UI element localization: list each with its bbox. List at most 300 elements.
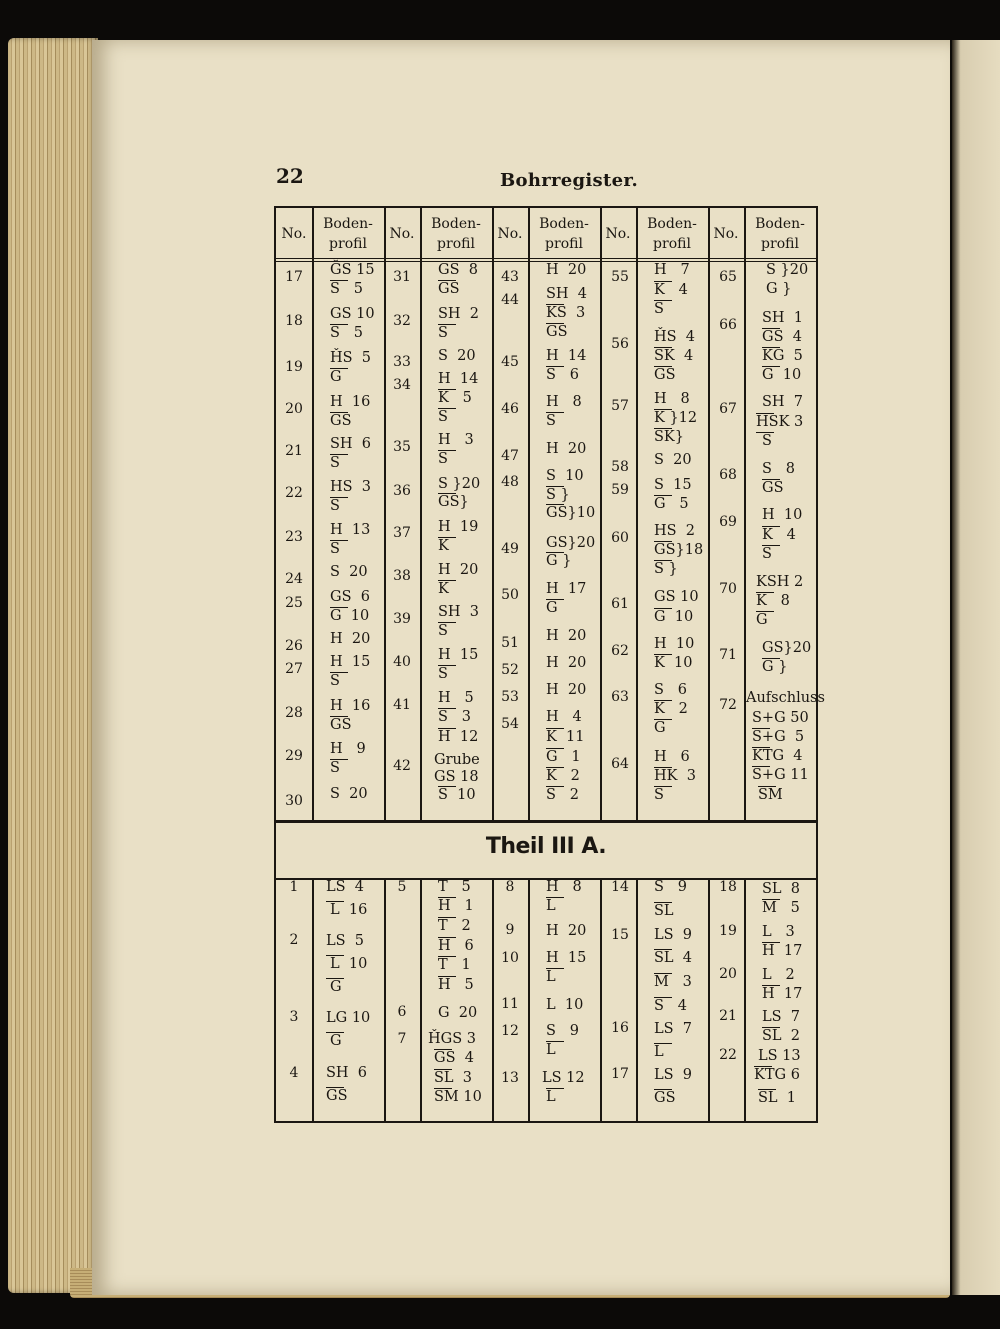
header-no: No. [605,226,631,242]
borehole-number: 70 [719,581,737,597]
layer-separator [654,300,672,301]
running-head: Bohrregister. [500,170,639,191]
borehole-number: 67 [719,401,737,417]
soil-profile-entry: S+G 50 [752,710,809,726]
borehole-number: 35 [393,439,411,455]
soil-profile-entry: L [654,1044,664,1060]
header-no: No. [281,226,307,242]
layer-separator [654,700,672,701]
layer-separator [546,968,564,969]
layer-separator [326,955,344,956]
soil-profile-entry: H 7 [654,262,690,278]
layer-separator [326,1087,344,1088]
soil-profile-entry: H 14 [438,371,479,387]
borehole-number: 17 [285,269,303,285]
layer-separator [654,409,672,410]
soil-profile-entry: G 1 [546,749,581,765]
borehole-number: 7 [397,1031,407,1047]
layer-separator [654,786,672,787]
layer-separator [326,978,344,979]
borehole-number: 14 [611,879,629,895]
soil-profile-entry: K 5 [438,390,472,406]
borehole-number: 59 [611,482,629,498]
soil-profile-entry: S 20 [330,564,368,580]
facing-page-edge [952,40,1000,1295]
borehole-number: 32 [393,313,411,329]
soil-profile-entry: S [546,413,556,429]
layer-separator [546,486,564,487]
soil-profile-entry: G 10 [654,609,694,625]
borehole-number: 69 [719,514,737,530]
layer-separator [546,1041,564,1042]
soil-profile-entry: LS 13 [758,1048,801,1064]
soil-profile-entry: H 10 [654,636,695,652]
borehole-number: 47 [501,448,519,464]
soil-profile-entry: H 20 [330,631,371,647]
borehole-number: 16 [611,1020,629,1036]
layer-separator [762,942,780,943]
layer-separator [438,537,456,538]
borehole-number: 61 [611,596,629,612]
soil-profile-entry: GS [330,717,352,733]
layer-separator [654,1089,672,1090]
layer-separator [752,747,770,748]
soil-profile-entry: LS 5 [326,933,365,949]
soil-profile-entry: H 19 [438,519,479,535]
soil-profile-entry: GS [330,413,352,429]
soil-profile-entry: LS 7 [762,1009,801,1025]
borehole-number: 55 [611,269,629,285]
layer-separator [438,389,456,390]
layer-separator [756,413,774,414]
layer-separator [758,1089,776,1090]
soil-profile-entry: SH 4 [546,286,588,302]
soil-profile-entry: GS 10 [330,306,375,322]
soil-profile-entry: LS 12 [542,1070,585,1086]
layer-separator [654,541,672,542]
soil-profile-entry: S [438,325,448,341]
soil-profile-entry: H 20 [546,628,587,644]
soil-profile-entry: G [756,612,768,628]
layer-separator [758,786,776,787]
borehole-number: 3 [289,1009,299,1025]
soil-profile-entry: G [330,1033,342,1049]
layer-separator [330,324,348,325]
borehole-number: 58 [611,459,629,475]
borehole-number: 39 [393,611,411,627]
soil-profile-entry: G } [762,659,788,675]
borehole-number: 51 [501,635,519,651]
layer-separator [654,608,672,609]
borehole-number: 52 [501,662,519,678]
soil-profile-entry: GS}18 [654,542,704,558]
soil-profile-entry: H 4 [546,709,582,725]
soil-profile-entry: S [438,623,448,639]
soil-profile-entry: T 5 [438,879,471,895]
soil-profile-entry: S [654,787,664,803]
soil-profile-entry: S+G 11 [752,767,809,783]
soil-profile-entry: H 13 [330,522,371,538]
book-page-edges [8,38,98,1293]
borehole-number: 19 [719,923,737,939]
borehole-number: 18 [285,313,303,329]
borehole-number: 8 [505,879,515,895]
soil-profile-entry: SL 1 [758,1090,797,1106]
soil-profile-entry: H 17 [762,943,803,959]
borehole-number: 42 [393,758,411,774]
borehole-number: 49 [501,541,519,557]
layer-separator [762,899,780,900]
soil-profile-entry: S 5 [330,325,363,341]
layer-separator [762,347,780,348]
layer-separator [438,917,456,918]
borehole-number: 4 [289,1065,299,1081]
borehole-number: 43 [501,269,519,285]
layer-separator [654,902,672,903]
layer-separator [654,366,672,367]
header-no: No. [497,226,523,242]
layer-separator [752,766,770,767]
header-profile: Boden- profil [647,216,697,252]
soil-profile-entry: K 10 [654,655,693,671]
soil-profile-entry: H 15 [438,647,479,663]
layer-separator [438,956,456,957]
soil-profile-entry: H 14 [546,348,587,364]
soil-profile-entry: GS 4 [434,1050,474,1066]
layer-separator [546,366,564,367]
soil-profile-entry: S 6 [546,367,579,383]
layer-separator [752,728,770,729]
soil-profile-entry: GS}10 [546,505,596,521]
soil-profile-entry: S }20 [438,476,481,492]
soil-profile-entry: G 20 [438,1005,478,1021]
borehole-number: 36 [393,483,411,499]
layer-separator [546,728,564,729]
layer-separator [762,1027,780,1028]
soil-profile-entry: S 3 [438,709,471,725]
layer-separator [762,658,780,659]
page-number: 22 [276,164,304,188]
header-no: No. [713,226,739,242]
soil-profile-entry: S 20 [654,452,692,468]
borehole-number: 23 [285,529,303,545]
soil-profile-entry: K }12 [654,410,698,426]
soil-profile-entry: GS 18 [434,769,479,785]
layer-separator [438,976,456,977]
borehole-number: 54 [501,716,519,732]
borehole-number: 15 [611,927,629,943]
soil-profile-entry: KS 3 [546,305,586,321]
soil-profile-entry: KG 5 [762,348,803,364]
borehole-number: 33 [393,354,411,370]
borehole-number: 65 [719,269,737,285]
layer-separator [546,323,564,324]
layer-separator [438,897,456,898]
soil-profile-entry: GS 4 [762,329,802,345]
borehole-number: 71 [719,647,737,663]
layer-separator [546,412,564,413]
layer-separator [546,897,564,898]
soil-profile-entry: K 11 [546,729,585,745]
soil-profile-entry: H 15 [546,950,587,966]
layer-separator [326,1032,344,1033]
soil-profile-entry: LS 9 [654,927,693,943]
soil-profile-entry: GS [546,324,568,340]
borehole-number: 18 [719,879,737,895]
soil-profile-entry: S 2 [546,787,579,803]
borehole-number: 26 [285,638,303,654]
layer-separator [546,504,564,505]
soil-profile-entry: G [330,369,342,385]
section-bar [274,820,818,880]
borehole-number: 28 [285,705,303,721]
soil-profile-entry: S 10 [546,468,584,484]
layer-separator [434,1069,452,1070]
layer-separator [546,748,564,749]
layer-separator [438,450,456,451]
layer-separator [654,1043,672,1044]
soil-profile-entry: H 8 [654,391,690,407]
layer-separator [546,304,564,305]
layer-separator [438,937,456,938]
soil-profile-entry: GS}20 [762,640,812,656]
soil-profile-entry: G [330,979,342,995]
layer-separator [654,428,672,429]
borehole-number: 64 [611,756,629,772]
soil-profile-entry: KTG 6 [754,1067,800,1083]
soil-profile-entry: L [546,1042,556,1058]
borehole-number: 24 [285,571,303,587]
borehole-number: 53 [501,689,519,705]
borehole-number: 19 [285,359,303,375]
layer-separator [654,654,672,655]
soil-profile-entry: G 10 [330,608,370,624]
layer-separator [654,949,672,950]
soil-profile-entry: S [762,433,772,449]
layer-separator [330,716,348,717]
section-title: Theil III A. [485,834,607,859]
layer-separator [762,526,780,527]
soil-profile-entry: SM 10 [434,1089,482,1105]
soil-profile-entry: GS 8 [438,262,478,278]
soil-profile-entry: L [546,1089,556,1105]
soil-profile-entry: SK 4 [654,348,694,364]
borehole-number: 48 [501,474,519,490]
soil-profile-entry: SH 1 [762,310,804,326]
soil-profile-entry: SH 2 [438,306,480,322]
soil-profile-entry: S 9 [654,879,687,895]
layer-separator [654,719,672,720]
borehole-number: 40 [393,654,411,670]
soil-profile-entry: H 12 [438,729,479,745]
layer-separator [330,759,348,760]
layer-separator [434,1049,452,1050]
soil-profile-entry: GS [762,480,784,496]
borehole-number: 1 [289,879,299,895]
soil-profile-entry: H 6 [654,749,690,765]
soil-profile-entry: S 20 [438,348,476,364]
soil-profile-entry: H 20 [546,682,587,698]
layer-separator [438,665,456,666]
layer-separator [762,366,780,367]
soil-profile-entry: L 2 [762,967,795,983]
soil-profile-entry: GS [654,367,676,383]
borehole-number: 72 [719,697,737,713]
soil-profile-entry: S [330,673,340,689]
soil-profile-entry: S 15 [654,477,692,493]
soil-profile-entry: ȞS 5 [330,350,372,366]
soil-profile-entry: LS 7 [654,1021,693,1037]
borehole-number: 57 [611,398,629,414]
layer-separator [438,708,456,709]
layer-separator [330,672,348,673]
soil-profile-entry: H 10 [762,507,803,523]
layer-separator [754,1066,772,1067]
soil-profile-entry: K 4 [762,527,796,543]
borehole-number: 25 [285,595,303,611]
header-profile: Boden- profil [539,216,589,252]
layer-separator [438,580,456,581]
layer-separator [438,493,456,494]
layer-separator [330,497,348,498]
borehole-number: 46 [501,401,519,417]
soil-profile-entry: ȞGS 3 [428,1031,476,1047]
soil-profile-entry: G 10 [762,367,802,383]
soil-profile-entry: S [438,451,448,467]
soil-profile-entry: HS 2 [654,523,696,539]
soil-profile-entry: S [330,760,340,776]
soil-profile-entry: K [438,581,449,597]
soil-profile-entry: LG 10 [326,1010,371,1026]
soil-profile-entry: G [654,720,666,736]
soil-profile-entry: H 17 [762,986,803,1002]
layer-separator [330,607,348,608]
borehole-number: 10 [501,950,519,966]
soil-profile-entry: GS 10 [654,589,699,605]
soil-profile-entry: Aufschluss [746,690,825,706]
layer-separator [546,767,564,768]
layer-separator [330,280,348,281]
soil-profile-entry: M 3 [654,974,692,990]
soil-profile-entry: LS 9 [654,1067,693,1083]
soil-profile-entry: G [546,600,558,616]
soil-profile-entry: G } [766,281,792,297]
borehole-number: 5 [397,879,407,895]
soil-profile-entry: S [330,455,340,471]
layer-separator [546,599,564,600]
borehole-number: 34 [393,377,411,393]
layer-separator [438,786,456,787]
soil-profile-entry: LS 4 [326,879,365,895]
soil-profile-entry: S [330,541,340,557]
layer-separator [438,280,456,281]
soil-profile-entry: H 8 [546,879,582,895]
layer-separator [762,545,780,546]
borehole-number: 62 [611,643,629,659]
borehole-number: 2 [289,932,299,948]
soil-profile-entry: S [654,301,664,317]
soil-profile-entry: KTG 4 [752,748,803,764]
soil-profile-entry: KSH 2 [756,574,804,590]
layer-separator [654,767,672,768]
borehole-number: 60 [611,530,629,546]
layer-separator [654,281,672,282]
soil-profile-entry: SL 2 [762,1028,801,1044]
borehole-number: 13 [501,1070,519,1086]
layer-separator [438,324,456,325]
layer-separator [654,495,672,496]
borehole-number: 11 [501,996,519,1012]
layer-separator [546,1088,564,1089]
soil-profile-entry: S [438,409,448,425]
soil-profile-entry: H 16 [330,394,371,410]
soil-profile-entry: K [438,538,449,554]
borehole-number: 45 [501,354,519,370]
soil-profile-entry: H 5 [438,977,474,993]
layer-separator [438,622,456,623]
borehole-number: 38 [393,568,411,584]
soil-profile-entry: ȞS 4 [654,329,696,345]
soil-profile-entry: G } [546,553,572,569]
borehole-number: 56 [611,336,629,352]
soil-profile-entry: S [762,546,772,562]
soil-profile-entry: H 20 [546,262,587,278]
soil-profile-entry: S 8 [762,461,795,477]
layer-separator [326,901,344,902]
soil-profile-entry: H 3 [438,432,474,448]
layer-separator [330,454,348,455]
layer-separator [546,786,564,787]
layer-separator [762,985,780,986]
borehole-number: 68 [719,467,737,483]
borehole-number: 20 [285,401,303,417]
layer-separator [756,432,774,433]
soil-profile-entry: GS}20 [546,535,596,551]
borehole-number: 63 [611,689,629,705]
soil-profile-entry: L 10 [330,956,368,972]
soil-profile-entry: H 5 [438,690,474,706]
borehole-number: 30 [285,793,303,809]
soil-profile-entry: L [546,898,556,914]
soil-profile-entry: S 4 [654,998,687,1014]
layer-separator [654,997,672,998]
header-no: No. [389,226,415,242]
soil-profile-entry: H 15 [330,654,371,670]
borehole-number: 22 [719,1047,737,1063]
soil-profile-entry: K 2 [654,701,688,717]
soil-profile-entry: H 20 [438,562,479,578]
soil-profile-entry: SL 8 [762,881,801,897]
soil-profile-entry: S 20 [330,786,368,802]
soil-profile-entry: H 8 [546,394,582,410]
layer-separator [756,592,774,593]
header-profile: Boden- profil [431,216,481,252]
soil-profile-entry: T 1 [438,957,471,973]
soil-profile-entry: K 4 [654,282,688,298]
soil-profile-entry: S+G 5 [752,729,805,745]
soil-profile-entry: H 9 [330,741,366,757]
soil-profile-entry: S } [654,561,678,577]
soil-profile-entry: GS [326,1088,348,1104]
soil-profile-entry: S }20 [766,262,809,278]
soil-profile-entry: H 16 [330,698,371,714]
soil-profile-entry: GS [654,1090,676,1106]
borehole-number: 12 [501,1023,519,1039]
layer-separator [762,328,780,329]
header-profile: Boden- profil [323,216,373,252]
soil-profile-entry: ĞS 15 [330,262,375,278]
layer-separator [756,611,774,612]
